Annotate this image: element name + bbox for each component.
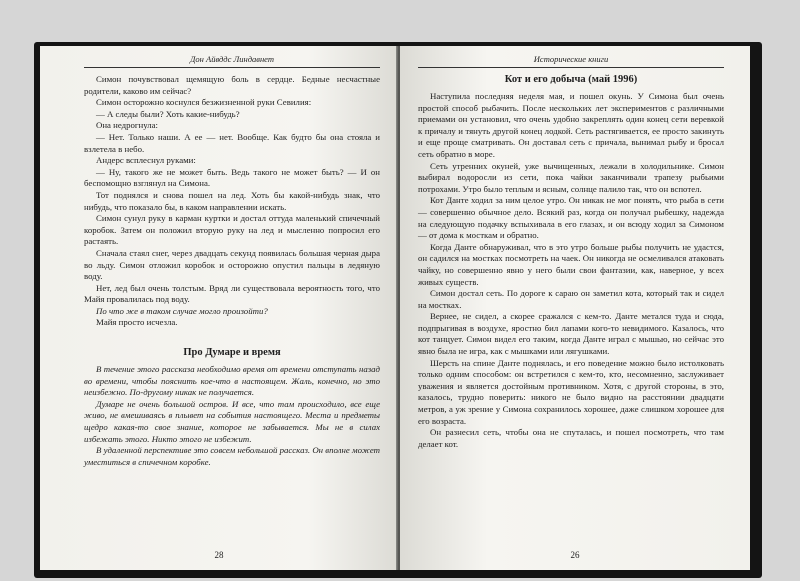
- paragraph: Шерсть на спине Данте поднялась, и его поведение можно было истолковать только одним способом: он встретился с кем-то, кто, несомненно, заслуживает уважения и является достойным противником. Хотя, с другой стороны, в это, казалось, трудно поверить: никого не было видно на расстоянии двадцати метров, а уж зрение у Симона сохранилось хорошее, даже слишком хорошее для его возраста.: [418, 357, 724, 426]
- paragraph: — Нет. Только наши. А ее — нет. Вообще. Как будто бы она стояла и взлетела в небо.: [84, 131, 380, 154]
- right-page: [400, 46, 750, 570]
- left-text-bottom: [84, 364, 380, 468]
- paragraph: Он разнесил сеть, чтобы она не спуталась, и пошел посмотреть, что там делает кот.: [418, 427, 724, 449]
- chapter-title: Кот и его добыча (май 1996): [504, 74, 638, 85]
- paragraph: Сеть утренних окуней, уже вычищенных, лежали в холодильнике. Симон выбирал водоросли из сети, пока чайки заканчивали трапезу рыбьими потрохами. Утро было теплым и ясным, солнце палило так, что он вспотел.: [418, 160, 724, 194]
- paragraph: Симон сунул руку в карман куртки и достал оттуда маленький спичечный коробок. Затем он положил вторую руку на лед и мысленно попросил его растаять.: [84, 213, 380, 247]
- paragraph: Вернее, не сидел, а скорее сражался с кем-то. Данте метался туда и сюда, подпрыгивая в воздухе, яростно бил лапами кого-то невидимого. Казалось, что кот танцует. Симон видел его таким, когда Данте играл с мышью, но сейчас это явно была не игра, как с мышками или лягушками.: [418, 311, 724, 357]
- left-text-top: [84, 74, 380, 329]
- section-title: Про Думаре и время: [183, 347, 281, 359]
- left-page: [40, 46, 398, 570]
- paragraph: Симон почувствовал щемящую боль в сердце. Бедные несчастные родители, каково им сейчас?: [84, 74, 380, 96]
- paragraph: Наступила последняя неделя мая, и пошел окунь. У Симона был очень простой способ рыбачить. После нескольких лет экспериментов с различными приемами он установил, что очень удобно закреплять один конец сети веревкой к причалу и тянуть другой конец лодкой. Сеть растягивается, ее просто закинуть и еще проще сматривать. Он доставал сеть с причала, вынимал рыбу и бросал сеть обратно в море.: [418, 91, 724, 159]
- left-page-number: 28: [214, 550, 224, 560]
- paragraph: Майя просто исчезла.: [96, 317, 178, 328]
- left-running-head: Дон Айвддс Линдавнет: [84, 54, 380, 68]
- paragraph: В удаленной перспективе это совсем небольшой рассказ. Он вполне может уместиться в спичечном коробке.: [84, 445, 380, 467]
- paragraph: Нет, лед был очень толстым. Вряд ли существовала вероятность того, что Майя провалилась под воду.: [84, 282, 380, 305]
- paragraph: Кот Данте ходил за ним целое утро. Он никак не мог понять, что рыба в сети — совершенно обычное дело. Всякий раз, когда он получал рыбешку, надежда на следующую подачку вспыхивала в его глазах, и он всюду ходил за Симоном — от дома к мосткам и обратно.: [418, 195, 724, 241]
- right-page-number: 26: [570, 550, 580, 560]
- paragraph: Андерс всплеснул руками:: [96, 155, 196, 166]
- paragraph: В течение этого рассказа необходимо время от времени отступать назад во времени, чтобы пояснить кое-что в настоящем. Жаль, конечно, но это неизбежно. По-другому никак не получается.: [84, 364, 380, 398]
- right-running-head: Исторические книги: [418, 54, 724, 68]
- paragraph: Сначала стаял снег, через двадцать секунд появилась большая черная дыра во льду. Симон отложил коробок и осторожно опустил пальцы в ледяную воду.: [84, 247, 380, 282]
- paragraph: Она недрогнула:: [96, 120, 158, 131]
- paragraph: Симон достал сеть. По дороге к сараю он заметил кота, который так и сидел на мостках.: [418, 288, 724, 310]
- paragraph: — Ну, такого же не может быть. Ведь такого не может быть? — И он беспомощно взглянул на Симона.: [84, 166, 380, 189]
- paragraph: Думаре не очень большой остров. И все, что там происходило, все еще живо, не вмешиваясь в плывет на события настоящего. Места и предметы щедро какая-то свое знание, которое не забывается. Мы не в силах избежать этого. Никто этого не избежит.: [84, 398, 380, 444]
- paragraph: По что же в таком случае могло произойти?: [96, 305, 268, 316]
- paragraph: Тот поднялся и снова пошел на лед. Хоть бы какой-нибудь знак, что нибудь, что показало бы, в каком направлении искать.: [84, 189, 380, 212]
- paragraph: Симон осторожно коснулся безжизненной руки Севилия:: [96, 97, 312, 108]
- paragraph: — А следы были? Хоть какие-нибудь?: [96, 108, 240, 119]
- paragraph: Когда Данте обнаруживал, что в это утро больше рыбы получить не удастся, он садился на мостках посмотреть на чаек. Он никогда не осмеливался атаковать чайку, но совершенно явно у него были свои фантазии, как, наверное, у всех живых существ.: [418, 241, 724, 287]
- right-text: [418, 91, 724, 450]
